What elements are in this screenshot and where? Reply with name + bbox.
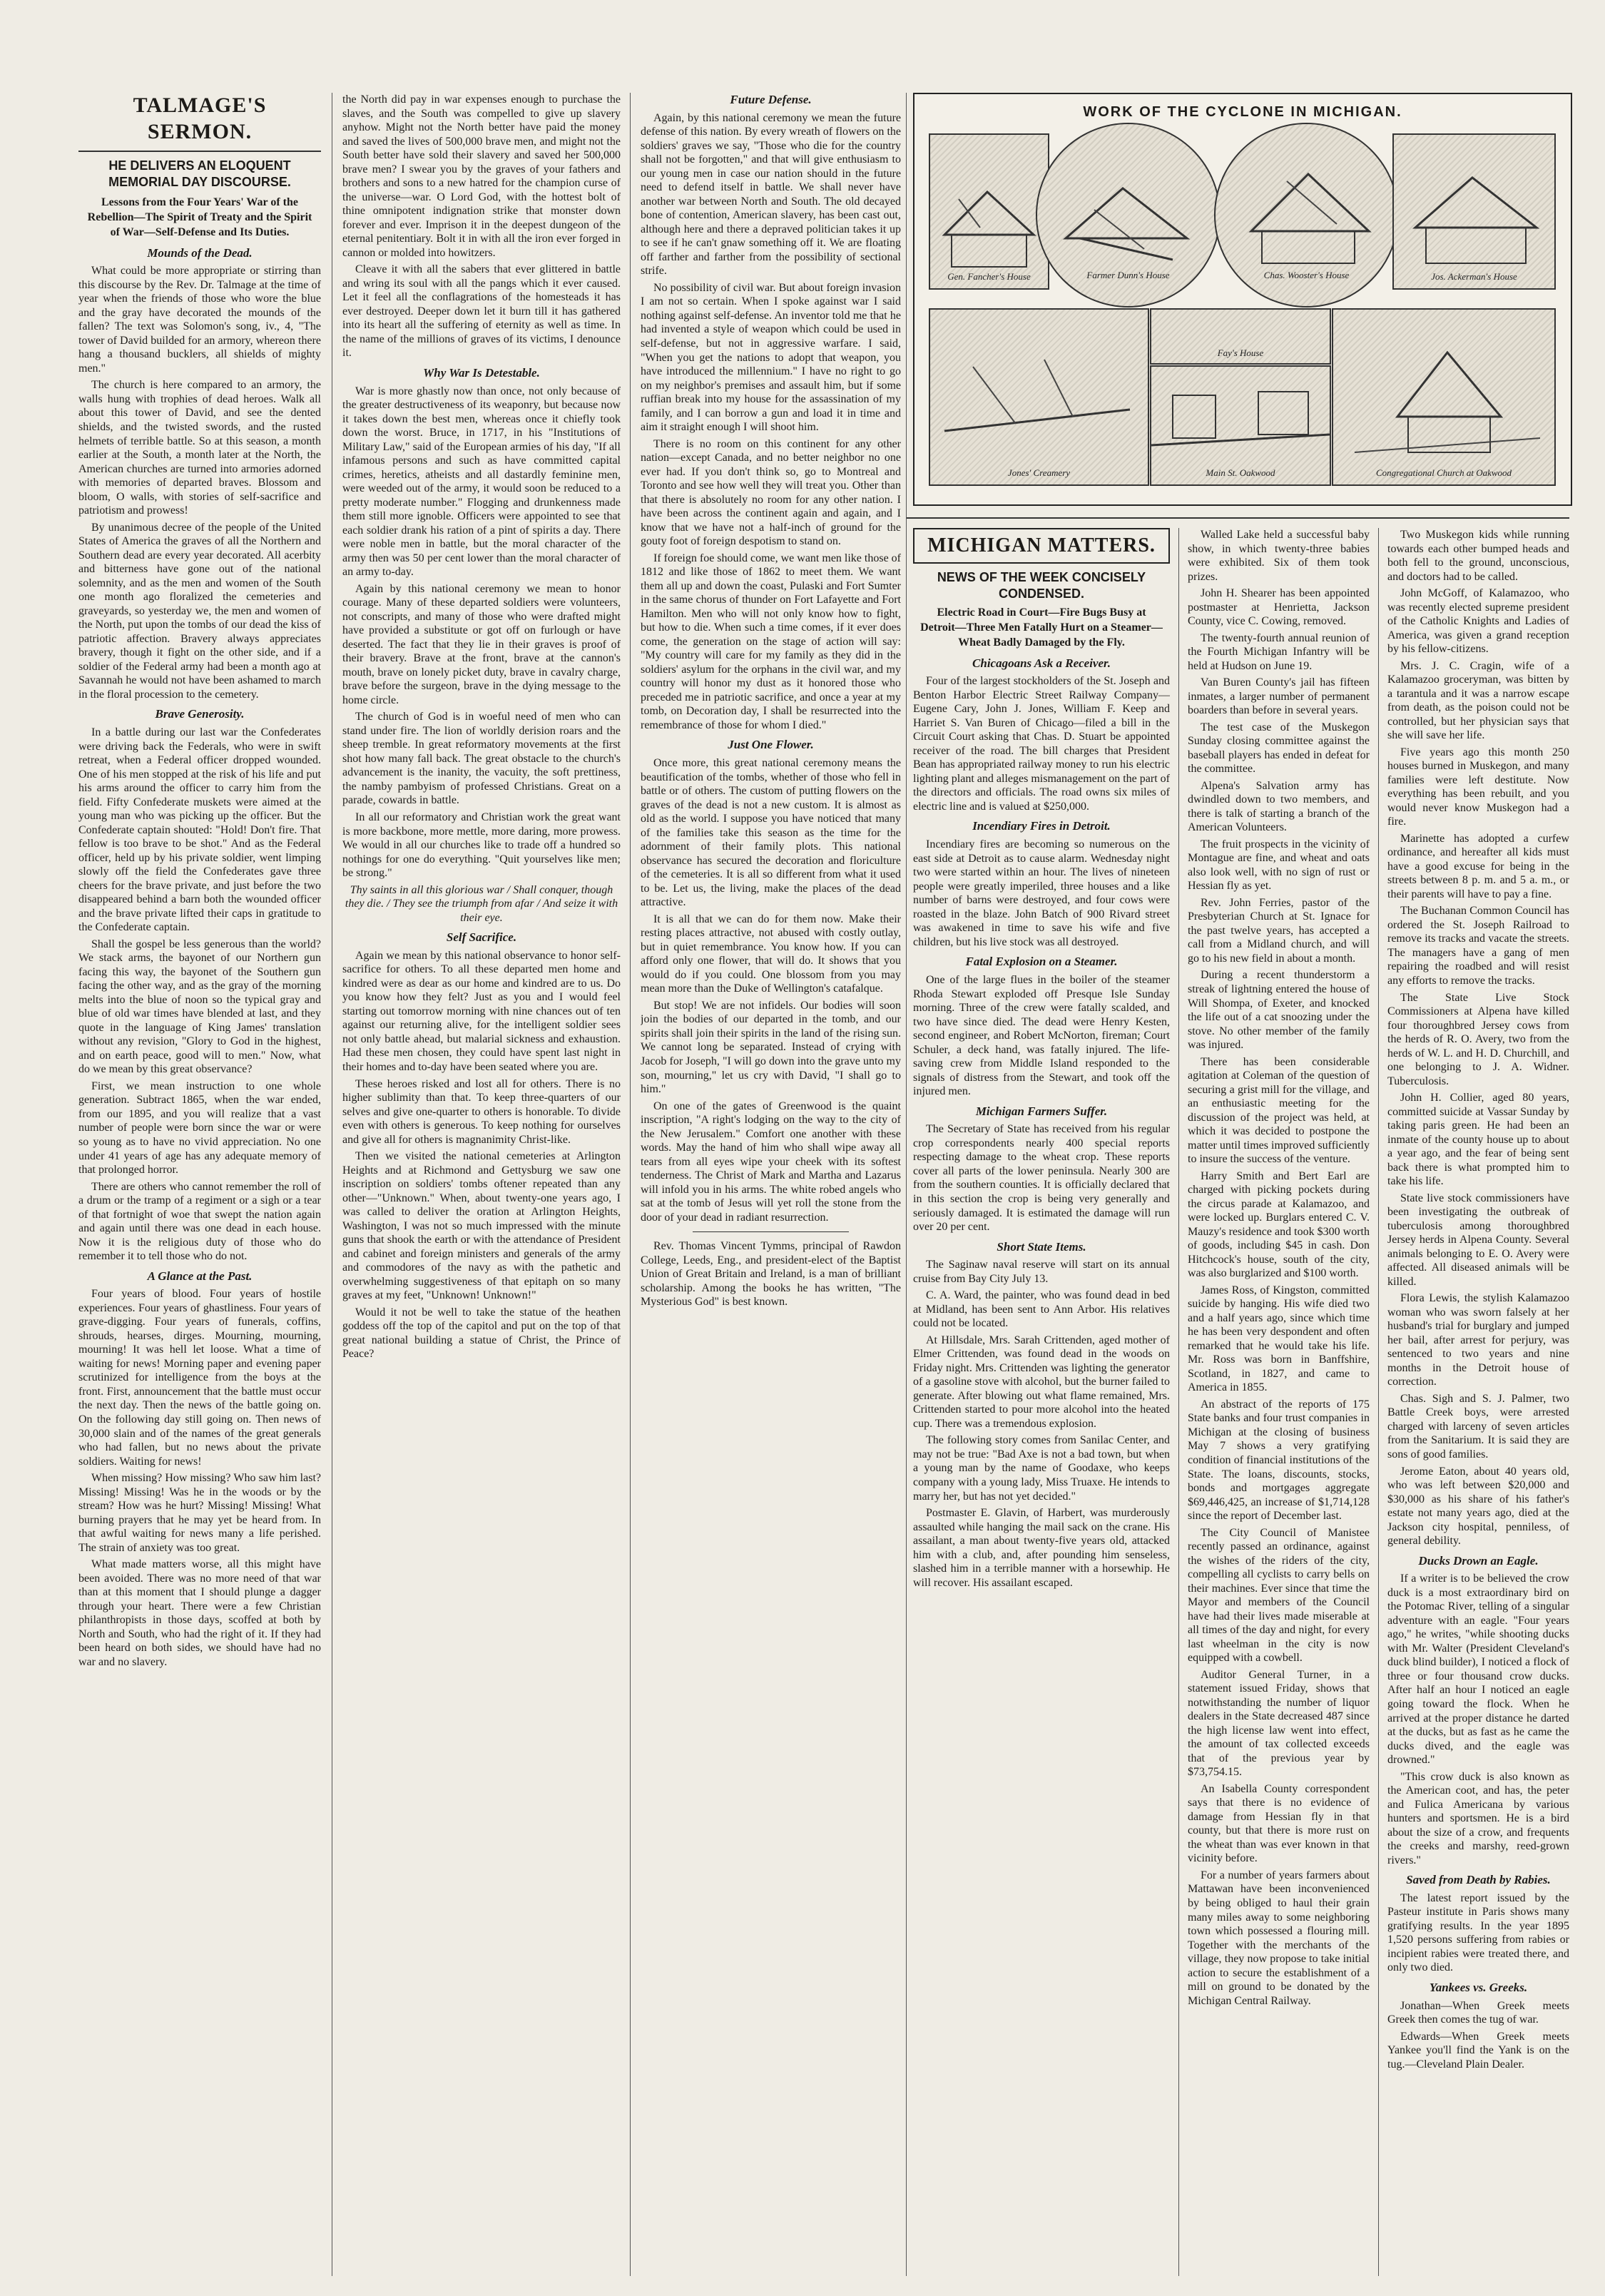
section-divider: [906, 517, 1569, 519]
column-divider: [630, 93, 631, 2276]
vignette-fays-house: [1150, 308, 1331, 365]
vignette-jones-creamery: [929, 308, 1149, 486]
section-heading: Fatal Explosion on a Steamer.: [965, 955, 1118, 969]
paragraph: Four of the largest stockholders of the St. Joseph and Benton Harbor Electric Street Railway Company—Eugene Cary, John J. Jones, William F. Keep and Harriet S. Van Buren of Chicago—filed a bill in the Circuit Court asking that Chas. D. Stuart be appointed receiver of the road. The bill charges that President Bean has appropriated railway money to run his electric lighting plant and alleges mismanagement on the part of the directors and officials. The road owns six miles of electric line and is valued at $250,000.: [913, 675, 1170, 813]
column-6: [1387, 528, 1569, 2276]
column-3: [641, 93, 901, 2276]
paragraph: Jerome Eaton, about 40 years old, who was left between $20,000 and $30,000 as his share of his father's estate not many years ago, died at the Jackson city hospital, penniless, of general debility.: [1387, 1465, 1569, 1548]
paragraph: C. A. Ward, the painter, who was found dead in bed at Midland, has been sent to Ann Arbor. His relatives could not be located.: [913, 1289, 1170, 1330]
paragraph: Van Buren County's jail has fifteen inmates, a larger number of permanent boarders than before in several years.: [1188, 676, 1370, 717]
paragraph: On one of the gates of Greenwood is the quaint inscription, "A right's lodging on the way to the city of the New Jerusalem." Comfort one another with these words. May the hand of him who shall wipe away all tears from all eyes wipe your cheek with its softest tenderness. The Christ of Mark and Martha and Lazarus will infold you in his arms. The white robed angels who sat at the tomb of Jesus will yet roll the stone from the door of your dead in radiant resurrection.: [641, 1099, 901, 1224]
paragraph: "This crow duck is also known as the American coot, and has, the peter and Fulica Americana by various hunters and sportsmen. He is a bird about the size of a crow, and frequents the creeks and marshy, reed-grown rivers.": [1387, 1770, 1569, 1866]
paragraph: During a recent thunderstorm a streak of lightning entered the house of Will Shompa, of Exeter, and knocked the life out of a cat snoozing under the stove. No other member of the family was injured.: [1188, 969, 1370, 1052]
paragraph: What could be more appropriate or stirring than this discourse by the Rev. Dr. Talmage at the time of year when the friends of those who wore the blue and the gray have decorated the mounds of the fallen? The text was Solomon's song, iv., 4, "The tower of David builded for an armory, whereon there hang a thousand bucklers, all shields of mighty men.": [78, 265, 321, 375]
section-heading: Self Sacrifice.: [446, 930, 517, 945]
paragraph: The test case of the Muskegon Sunday closing committee against the baseball players has ended in defeat for the committee.: [1188, 721, 1370, 776]
poem: Thy saints in all this glorious war / Shall conquer, though they die. / They see the triumph from afar / And seize it with their eye.: [345, 883, 618, 924]
paragraph: Postmaster E. Glavin, of Harbert, was murderously assaulted while hanging the mail sack on the crane. His assailant, a man about twenty-five years old, attacked him with a club, and, after pounding him senseless, slashed him in a terrible manner with a horsewhip. He will recover. His assailant escaped.: [913, 1507, 1170, 1589]
paragraph: Alpena's Salvation army has dwindled down to two members, and there is talk of starting a branch of the American Volunteers.: [1188, 779, 1370, 834]
paragraph: The City Council of Manistee recently passed an ordinance, against the wishes of the riders of the city, compelling all cyclists to carry bells on their machines. Ever since that time the Mayor and members of the Council have had their lives made miserable at all times of the day and night, for every last wheelman in the city is now equipped with a cowbell.: [1188, 1526, 1370, 1665]
section-heading: Just One Flower.: [728, 738, 814, 752]
section-heading: Future Defense.: [730, 93, 812, 106]
paragraph: Jonathan—When Greek meets Greek then comes the tug of war.: [1387, 1999, 1569, 2026]
newspaper-page: [78, 93, 1569, 2276]
paragraph: Five years ago this month 250 houses burned in Muskegon, and many families were left destitute. Now everything has been rebuilt, and you would never know Muskegon had a fire.: [1387, 746, 1569, 828]
vignette-caption: Jos. Ackerman's House: [1431, 271, 1517, 282]
paragraph: Walled Lake held a successful baby show, in which twenty-three babies were exhibited. Six of them took prizes.: [1188, 529, 1370, 583]
paragraph: Cleave it with all the sabers that ever glittered in battle and wring its soul with all the pangs which it ever caused. Let it feel all the conflagrations of the homesteads it has ever destroyed. Deeper down let it burn till it has gathered into its heart all the suffering of eternity as well as time. In the name of the millions of graves of its victims, I denounce it.: [342, 263, 621, 360]
vignette-woosters-house: [1214, 123, 1399, 308]
paragraph: Harry Smith and Bert Earl are charged with picking pockets during the circus parade at Kalamazoo, and were locked up. Burglars entered C. V. Mauzy's residence and took $300 worth of goods, including $45 in cash. Don Hitchcock's house, south of the city, was also burglarized and $100 worth.: [1188, 1169, 1370, 1280]
paragraph: First, we mean instruction to one whole generation. Subtract 1865, when the war ended, from our 1895, and you will realize that a vast number of people were born since the war or were so young as to have no vivid appreciation. No one under 41 years of age has any adequate memory of that prolonged horror.: [78, 1080, 321, 1177]
paragraph: If a writer is to be believed the crow duck is a most extraordinary bird on the Potomac River, telling of a singular adventure with an eagle. "Four years ago," he writes, "while shooting ducks with Mr. Walter (President Cleveland's duck blind builder), I noticed a flock of three or four thousand crow ducks. After half an hour I noticed an eagle going toward the flock. When he arrived at the proper distance he darted at the ducks, but as fast as he came the ducks dived, and the eagle was drowned.": [1387, 1573, 1569, 1767]
paragraph: Then we visited the national cemeteries at Arlington Heights and at Richmond and Gettysburg we saw one inscription on soldiers' tombs oftener repeated than any other—"Unknown." When, about twenty-one years ago, I was called to deliver the oration at Arlington Heights, Washington, I was not so much impressed with the minute guns that shook the earth or with the attendance of President and cabinet and foreign ministers and generals of the army and commodores of the navy as with the pathetic and overwhelming suggestiveness of that epitaph on so many graves at my feet, "Unknown! Unknown!": [342, 1150, 621, 1302]
section-heading: Short State Items.: [997, 1239, 1086, 1254]
talmage-title: TALMAGE'S SERMON.: [133, 93, 267, 143]
house-sketch-icon: [930, 135, 1048, 288]
divider: [693, 1231, 849, 1232]
paragraph: By unanimous decree of the people of the United States of America the graves of all the Northern and Southern dead are every year decorated. All acerbity and bitterness have gone out of the national solemnity, and as the men and women of the South one month ago floralized the cemeteries and graveyards, so yesterday we, the men and women of the North, put upon the tombs of our dead the kiss of patriotic affection. Bravery always appreciates bravery, though it fight on the other side, and if a soldier of the Federal army had been a month ago at Savannah he would not have been ashamed to march in the floral procession to the cemetery.: [78, 521, 321, 701]
paragraph: Rev. Thomas Vincent Tymms, principal of Rawdon College, Leeds, Eng., and president-elect of the Baptist Union of Great Britain and Ireland, is a man of brilliant scholarship. Among the books he has written, "The Mysterious God" is best known.: [641, 1240, 901, 1309]
paragraph: The State Live Stock Commissioners at Alpena have killed four thoroughbred Jersey cows from the herds of R. O. Avery, two from the herds of W. L. and H. D. Churchill, and one belonging to J. A. Widner. Tuberculosis.: [1387, 991, 1569, 1087]
paragraph: Marinette has adopted a curfew ordinance, and hereafter all kids must have a good excuse for being in the streets between 8 p. m. and 5 a. m., or their parents will have to pay a fine.: [1387, 832, 1569, 900]
paragraph: There are others who cannot remember the roll of a drum or the tramp of a regiment or a sigh or a tear of that fortnight of woe that swept the nation again and again until there was one dead in each house. Now it is the religious duty of those who do remember it to tell those who do not.: [78, 1180, 321, 1263]
paragraph: Incendiary fires are becoming so numerous on the east side at Detroit as to cause alarm. Wednesday night two were started within an hour. The lives of nineteen people were greatly imperiled, three houses and a like number of barns were destroyed, and four cows were roasted in the blaze. John Batch of 900 Rivard street was awakened in time to save his wife and five children, but his live stock was all destroyed.: [913, 838, 1170, 948]
paragraph: Four years of blood. Four years of hostile experiences. Four years of ghastliness. Four years of grave-digging. Four years of funerals, coffins, shrouds, hearses, dirges. Mourning, mourning, mourning! It was hell let loose. What a time of waiting for news! Morning paper and evening paper scrutinized for intelligence from the boys at the front. First, announcement that the battle must occur the next day. Then the news of the battle going on. On the following day still going on. Then news of 30,000 slain and of the names of the great generals who had fallen, but no news about the private soldiers. Waiting for news!: [78, 1288, 321, 1468]
debris-sketch-icon: [930, 310, 1148, 484]
section-heading: A Glance at the Past.: [147, 1269, 253, 1283]
michigan-headline: NEWS OF THE WEEK CONCISELY CONDENSED.: [937, 570, 1146, 601]
paragraph: James Ross, of Kingston, committed suicide by hanging. His wife died two and a half years ago, since which time he has been very despondent and often remarked that he would take his life. Mr. Ross was born in Banffshire, Scotland, in 1827, and came to America in 1855.: [1188, 1284, 1370, 1394]
section-heading: Michigan Farmers Suffer.: [975, 1104, 1108, 1118]
illustration-title: WORK OF THE CYCLONE IN MICHIGAN.: [1083, 104, 1402, 120]
paragraph: At Hillsdale, Mrs. Sarah Crittenden, aged mother of Elmer Crittenden, was found dead in the woods on Friday night. Mrs. Crittenden was lighting the generator of a gasoline stove with alcohol, but the burner failed to generate. After blowing out what flame remained, Mrs. Crittenden started to pour more alcohol into the heated cup. There was a tremendous explosion.: [913, 1334, 1170, 1430]
vignette-main-st-oakwood: [1150, 365, 1331, 486]
paragraph: Again, by this national ceremony we mean the future defense of this nation. By every wreath of flowers on the soldiers' graves we say, "Those who die for the country shall not be forgotten," and that will give enthusiasm to our young men in case our nation should in the future need to defend itself in battle. We shall never have another war between North and South. The old decayed bone of contention, American slavery, has been cast out, although here and there a depraved politician takes it up to see if he can't gnaw something off it. We are floating off farther and farther from the possibility of sectional strife.: [641, 111, 901, 278]
paragraph: The Buchanan Common Council has ordered the St. Joseph Railroad to remove its tracks and vacate the streets. The managers have a gang of men repairing the roadbed and will resist any efforts to remove the tracks.: [1387, 905, 1569, 987]
paragraph: Would it not be well to take the statue of the heathen goddess off the top of the capitol and put on the top of that great national building a statue of Christ, the Prince of Peace?: [342, 1306, 621, 1361]
column-5: [1188, 528, 1370, 2276]
section-heading: Brave Generosity.: [155, 707, 245, 721]
divider: [78, 151, 321, 152]
vignette-caption: Jones' Creamery: [1007, 467, 1071, 478]
paragraph: The latest report issued by the Pasteur institute in Paris shows many gratifying results. In the year 1895 1,520 persons suffering from rabies or incipient rabies were treated there, and only two died.: [1387, 1891, 1569, 1974]
paragraph: Chas. Sigh and S. J. Palmer, two Battle Creek boys, were arrested charged with larceny of seven articles from the Sanitarium. It is said they are sons of good families.: [1387, 1392, 1569, 1461]
column-divider: [1378, 528, 1379, 2276]
paragraph: The Secretary of State has received from his regular crop correspondents nearly 400 special reports respecting damage to the wheat crop. These reports cover all parts of the lower peninsula. Nearly 300 are from the southern counties. It is officially declared that in this section the crop is being very generally and seriously damaged. It is estimated the damage will run over 20 per cent.: [913, 1123, 1170, 1234]
paragraph: It is all that we can do for them now. Make their resting places attractive, not abused with costly outlay, but in quiet remembrance. You know how. If you can afford only one flower, that will do. It shows that you would do if you could. One blossom from you may mean more than the Duke of Wellington's catafalque.: [641, 913, 901, 995]
paragraph: Edwards—When Greek meets Yankee you'll find the Yank is on the tug.—Cleveland Plain Dealer.: [1387, 2030, 1569, 2071]
paragraph: John McGoff, of Kalamazoo, who was recently elected supreme president of the Catholic Knights and Ladies of America, was given a grand reception by his fellow-citizens.: [1387, 587, 1569, 656]
vignette-caption: Farmer Dunn's House: [1086, 270, 1170, 280]
paragraph: Again we mean by this national observance to honor self-sacrifice for others. To all these departed men home and kindred were as dear as our home and kindred are to us. Do you know how they felt? Just as you and I would feel starting out tomorrow morning with nine chances out of ten against our returning alive, for the intelligent soldier sees not only battle ahead, but malarial sickness and exhaustion. Had these men chosen, they could have spent last night in their homes and to-day have been seated where you are.: [342, 949, 621, 1073]
paragraph: In a battle during our last war the Confederates were driving back the Federals, who were in swift retreat, when a Federal officer dropped wounded. One of his men stopped at the risk of his life and put his arms around the officer to carry him from the field. Fifty Confederate muskets were aimed at the young man who was picking up the officer. But the Confederate captain shouted: "Hold! Don't fire. That fellow is too brave to be shot." And as the Federal officer, held up by his private soldier, went limping slowly off the field the Confederates gave three cheers for the brave private, and just before the two disappeared behind a barn both the wounded officer and the brave private lifted their caps in gratitude to the Confederate captain.: [78, 726, 321, 934]
paragraph: The Saginaw naval reserve will start on its annual cruise from Bay City July 13.: [913, 1259, 1170, 1285]
paragraph: The church of God is in woeful need of men who can stand under fire. The lion of worldly derision roars and the sheep tremble. In great reformatory movements at the first shot how many fall back. The great obstacle to the church's advancement is the inanity, the vacuity, the soft prettiness, the namby pambyism of professed Christians. Great on a parade, cowards in battle.: [342, 711, 621, 807]
paragraph: For a number of years farmers about Mattawan have been inconvenienced by being obliged to haul their grain many miles away to some neighboring town which possessed a flouring mill. Together with the merchants of the village, they now propose to take initial action to secure the establishment of a mill on ground to be donated by the Michigan Central Railway.: [1188, 1869, 1370, 2007]
paragraph: Flora Lewis, the stylish Kalamazoo woman who was sworn falsely at her husband's trial for burglary and jumped her bail, after arrest for perjury, was sentenced to two years and nine months in the Detroit house of correction.: [1387, 1292, 1569, 1388]
section-heading: Incendiary Fires in Detroit.: [972, 819, 1111, 833]
paragraph: These heroes risked and lost all for others. There is no higher sublimity than that. To keep three-quarters of our selves and give one-quarter to others is honorable. To divide even with others is generous. To keep nothing for ourselves and give all for others is magnanimity Christ-like.: [342, 1077, 621, 1146]
paragraph: Auditor General Turner, in a statement issued Friday, shows that notwithstanding the number of liquor dealers in the State decreased 487 since the high license law went into effect, the amount of tax collected exceeds that of the previous year by $73,754.15.: [1188, 1668, 1370, 1779]
paragraph: Again by this national ceremony we mean to honor courage. Many of these departed soldiers were volunteers, not conscripts, and many of those who were drafted might have provided a substitute or got off on furlough or have deserted. The fact that they lie in their graves is proof of their bravery. Brave at the front, brave at the cannon's mouth, brave on lonely picket duty, brave in cavalry charge, brave before the surgeon, brave in the dying message to the home circle.: [342, 582, 621, 706]
vignette-ackermans-house: [1392, 133, 1556, 290]
vignette-caption: Congregational Church at Oakwood: [1375, 467, 1512, 478]
paragraph: John H. Shearer has been appointed postmaster at Henrietta, Jackson County, vice C. Cowing, removed.: [1188, 587, 1370, 628]
vignette-caption: Main St. Oakwood: [1206, 467, 1275, 478]
column-4: [913, 528, 1170, 2276]
cyclone-illustration: [913, 93, 1572, 506]
paragraph: State live stock commissioners have been investigating the outbreak of tuberculosis among thoroughbred Jersey herds in Alpena County. Several animals belonging to E. O. Avery were affected. All diseased animals will be killed.: [1387, 1192, 1569, 1288]
talmage-headline: HE DELIVERS AN ELOQUENT MEMORIAL DAY DISCOURSE.: [108, 158, 291, 189]
paragraph: There has been considerable agitation at Coleman of the question of securing a grist mill for the village, and an enthusiastic meeting for the discussion of the project was held, at which it was decided to postpone the matter until times improved sufficiently to insure the success of the venture.: [1188, 1055, 1370, 1166]
paragraph: Once more, this great national ceremony means the beautification of the tombs, whether of those who fell in battle or of others. The custom of putting flowers on the graves of the dead is not a new custom. It is almost as old as the world. I suppose you have noticed that many of the families take this season as the time for the adornment of their family plots. This national observance has secured the decoration and floriculture of the cemeteries. It is all so different from what it used to be. Let us, the living, make the places of the dead attractive.: [641, 757, 901, 909]
michigan-matters-title: MICHIGAN MATTERS.: [913, 528, 1170, 564]
vignette-dunns-house: [1036, 123, 1221, 308]
paragraph: the North did pay in war expenses enough to purchase the slaves, and the South was compelled to give up slavery anyhow. Might not the North better have paid the money and saved the lives of 500,000 brave men, and might not the South better have sold their slavery and saved her 500,000 brave men? I swear you by the graves of your fathers and brothers and sons to a new hatred for the champion curse of the universe—war. O Lord God, with the hottest bolt of thine omnipotent indignation strike that monster down forever and ever. Imprison it in the deepest dungeon of the eternal penitentiary. Bolt it in with all the iron ever forged in cannon or molded into howitzers.: [342, 93, 621, 259]
paragraph: Rev. John Ferries, pastor of the Presbyterian Church at St. Ignace for the past twelve years, has accepted a call from a Midland church, and will go to his new field in about a month.: [1188, 896, 1370, 965]
vignette-caption: Chas. Wooster's House: [1263, 270, 1350, 280]
section-heading: Ducks Drown an Eagle.: [1418, 1553, 1539, 1568]
paragraph: In all our reformatory and Christian work the great want is more backbone, more mettle, more daring, more prowess. We would in all our churches like to trade off a hundred so nothings for one do everything. "Quit yourselves like men; be strong.": [342, 811, 621, 880]
church-sketch-icon: [1333, 310, 1554, 484]
paragraph: The following story comes from Sanilac Center, and may not be true: "Bad Axe is not a bad town, but when a young man by the name of Goodaxe, who keeps company with a young lady, Miss Truaxe. He intends to marry her, but has not yet decided.": [913, 1434, 1170, 1503]
paragraph: When missing? How missing? Who saw him last? Missing! Missing! Was he in the woods or by the stream? How was he hurt? Missing! Missing! What burning prayers that he may yet be heard from. In that awful waiting for news many a life perished. The strain of anxiety was too great.: [78, 1472, 321, 1554]
talmage-deck: Lessons from the Four Years' War of the Rebellion—The Spirit of Treaty and the Spirit of War—Self-Defense and Its Duties.: [87, 196, 312, 238]
section-heading: Saved from Death by Rabies.: [1406, 1873, 1551, 1887]
vignette-caption: Gen. Fancher's House: [947, 271, 1031, 282]
paragraph: John H. Collier, aged 80 years, committed suicide at Vassar Sunday by taking paris green. He had been an inmate of the county house up to about a year ago, and the fear of being sent back there is what prompted him to take his life.: [1387, 1092, 1569, 1188]
vignette-congregational-church: [1332, 308, 1556, 486]
paragraph: War is more ghastly now than once, not only because of the greater destructiveness of its weaponry, but because now it takes down the best men, whereas once it chiefly took down the worst. Bruce, in 1717, in his "Institutions of Military Law," said of the European armies of his day, "If all infamous persons and such as have committed capital crimes, heretics, atheists and all dastardly feminine men, were weeded out of the army, it would soon be reduced to a pretty moderate number." Flogging and drunkenness made them still more ignoble. Officers were appointed to see that each soldier drank his ration of a pint of spirits a day. There were noble men in battle, but the moral character of the army then was 50 per cent lower than the moral character of an army to-day.: [342, 385, 621, 579]
section-heading: Yankees vs. Greeks.: [1429, 1981, 1528, 1994]
section-heading: Why War Is Detestable.: [423, 365, 540, 380]
paragraph: But stop! We are not infidels. Our bodies will soon join the bodies of our departed in the tomb, and our spirits shall join their spirits in the land of the rising sun. We cannot long be separated. Instead of crying with Jacob for Joseph, "I will go down into the grave unto my son, mourning," let us cry with David, "I shall go to him.": [641, 999, 901, 1096]
paragraph: Mrs. J. C. Cragin, wife of a Kalamazoo groceryman, was bitten by a tarantula and it was a narrow escape from death, as the poison could not be controlled, but her physician says that she will save her life.: [1387, 659, 1569, 742]
column-divider: [1178, 528, 1179, 2276]
paragraph: Shall the gospel be less generous than the world? We stack arms, the bayonet of our Northern gun facing this way, the bayonet of the Southern gun facing the other way, and as the gray of the morning melts into the blue of noon so the typical gray and blue of old war times have blended at last, and they quote in the language of King James' translation without any revision, "Glory to God in the highest, and on earth peace, good will to men." Now, what do we mean by this great observance?: [78, 938, 321, 1076]
column-1: [78, 93, 321, 2276]
paragraph: One of the large flues in the boiler of the steamer Rhoda Stewart exploded off Presque Isle Sunday morning. Three of the crew were fatally scalded, and two have since died. The dead were Henry Kesten, second engineer, and Robert McNorton, fireman; Court Schuler, a deck hand, was fatally injured. The life-saving crew from Middle Island responded to the signals of distress from the Stewart, and took off the injured men.: [913, 974, 1170, 1098]
paragraph: The church is here compared to an armory, the walls hung with trophies of dead heroes. Walk all about this tower of David, and see the dented shields, and the twisted swords, and the rusted helmets of terrible battle. So at this season, a month earlier at the South, a month later at the North, the American churches are turned into armories adorned with memories of departed braves. Blossom and bloom, O walls, with stories of self-sacrifice and patriotism and prowess!: [78, 379, 321, 517]
paragraph: There is no room on this continent for any other nation—except Canada, and no better neighbor no one ever had. If you don't think so, go to Montreal and Toronto and see how well they will treat you. Other than that there is absolutely no room for any other nation. I have been across the continent again and again, and I know that we have not a half-inch of ground for the gouty foot of foreign despotism to stand on.: [641, 437, 901, 548]
section-heading: Chicagoans Ask a Receiver.: [972, 656, 1111, 670]
paragraph: An abstract of the reports of 175 State banks and four trust companies in Michigan at the closing of business May 7 shows a very gratifying condition of financial institutions of the State. The loans, discounts, stocks, bonds and mortgages aggregate $69,446,425, an increase of $1,714,128 since the report of December last.: [1188, 1398, 1370, 1523]
paragraph: If foreign foe should come, we want men like those of 1812 and like those of 1862 to meet them. We want them all up and down the coast, Pulaski and Fort Sumter in the same chorus of thunder on Fort Lafayette and Fort Hamilton. Men who will not only know how to fight, but how to die. When such a time comes, if it ever does come, the generation on the stage of action will say: "My country will care for my family as they did in the soldiers' asylum for the orphans in the civil war, and my country will honor my dust as it honored those who preceded me in patriotic sacrifice, and once a year at my tomb, on Decoration day, I shall be resurrected into the remembrance of those for whom I died.": [641, 552, 901, 731]
paragraph: Two Muskegon kids while running towards each other bumped heads and both fell to the ground, unconscious, and doctors had to be called.: [1387, 529, 1569, 583]
paragraph: The twenty-fourth annual reunion of the Fourth Michigan Infantry will be held at Hudson on June 19.: [1188, 631, 1370, 672]
paragraph: What made matters worse, all this might have been avoided. There was no more need of that war than at this moment that I should plunge a dagger through your heart. There were a few Christian philanthropists in those days, scoffed at both by North and South, who had the right of it. If they had been heard on both sides, we should have had no war and no slavery.: [78, 1558, 321, 1668]
house-sketch-icon: [1394, 135, 1554, 288]
paragraph: An Isabella County correspondent says that there is no evidence of damage from Hessian fly in that county, but that there is more rust on the wheat than was ever known in that vicinity before.: [1188, 1782, 1370, 1865]
column-2: [342, 93, 621, 2276]
paragraph: No possibility of civil war. But about foreign invasion I am not so certain. When I spoke against war I said nothing against self-defense. An inventor told me that he had invented a style of weapon which could be used in self-defense, but not in aggressive warfare. I said, "When you get the nations to adopt that weapon, you have introduced the millennium." I have no right to go on my neighbor's premises and assault him, but if some ruffian break into my house for the assassination of my family, and I can borrow a gun and load it in time and aim it straight enough I will shoot him.: [641, 281, 901, 434]
paragraph: The fruit prospects in the vicinity of Montague are fine, and wheat and oats also look well, with no sign of rust or Hessian fly as yet.: [1188, 838, 1370, 893]
column-divider: [906, 93, 907, 2276]
vignette-fanchers-house: [929, 133, 1049, 290]
vignette-caption: Fay's House: [1217, 347, 1264, 358]
michigan-deck: Electric Road in Court—Fire Bugs Busy at Detroit—Three Men Fatally Hurt on a Steamer—Wheat Badly Damaged by the Fly.: [920, 606, 1163, 649]
section-heading: Mounds of the Dead.: [147, 245, 253, 260]
